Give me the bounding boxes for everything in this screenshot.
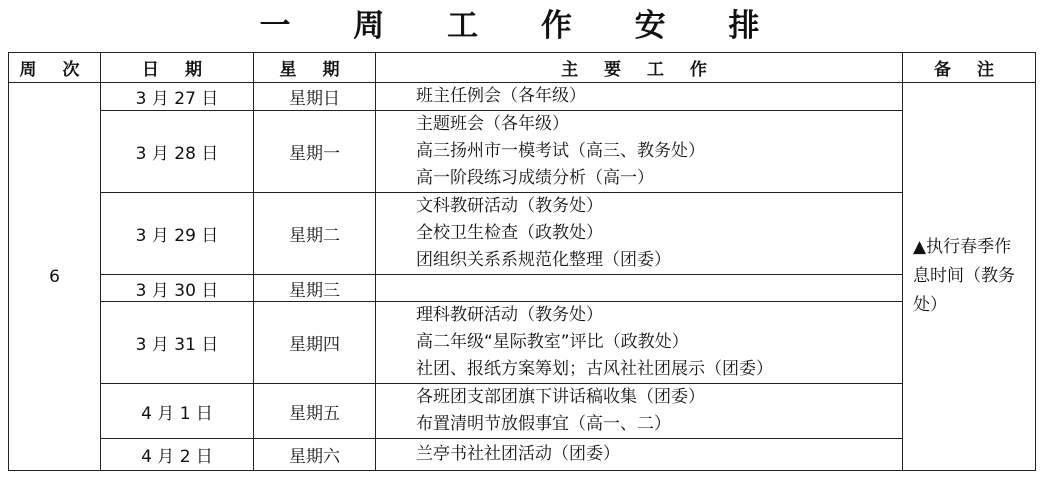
work-item: 班主任例会（各年级） bbox=[416, 86, 586, 106]
schedule-table bbox=[8, 52, 1036, 471]
weekday-cell: 星期六 bbox=[254, 439, 376, 471]
work-cell bbox=[376, 275, 903, 302]
header-work: 主 要 工 作 bbox=[376, 53, 903, 83]
work-item: 各班团支部团旗下讲话稿收集（团委） bbox=[416, 387, 705, 407]
weekday-cell: 星期二 bbox=[254, 193, 376, 275]
work-item: 团组织关系系规范化整理（团委） bbox=[416, 250, 671, 270]
work-item: 主题班会（各年级） bbox=[416, 114, 569, 134]
table-row bbox=[9, 193, 1036, 275]
date-cell: 3 月 28 日 bbox=[101, 111, 254, 193]
table-row bbox=[9, 275, 1036, 302]
weekday-cell: 星期日 bbox=[254, 83, 376, 111]
table-row bbox=[9, 384, 1036, 439]
work-item: 高一阶段练习成绩分析（高一） bbox=[416, 168, 654, 188]
table-row bbox=[9, 83, 1036, 111]
page-title: 一 周 工 作 安 排 bbox=[259, 8, 786, 44]
work-cell bbox=[376, 384, 903, 439]
date-cell: 4 月 1 日 bbox=[101, 384, 254, 439]
table-row bbox=[9, 302, 1036, 384]
work-item: 社团、报纸方案筹划；古风社社团展示（团委） bbox=[416, 359, 773, 379]
table-row bbox=[9, 439, 1036, 471]
table-row bbox=[9, 111, 1036, 193]
work-item: 布置清明节放假事宜（高一、二） bbox=[416, 414, 671, 434]
date-cell: 3 月 29 日 bbox=[101, 193, 254, 275]
work-cell bbox=[376, 193, 903, 275]
work-item: 理科教研活动（教务处） bbox=[416, 305, 603, 325]
header-row bbox=[9, 53, 1036, 83]
date-cell: 3 月 30 日 bbox=[101, 275, 254, 302]
weekday-cell: 星期五 bbox=[254, 384, 376, 439]
work-item: 全校卫生检查（政教处） bbox=[416, 223, 603, 243]
header-week: 周 次 bbox=[9, 53, 101, 83]
work-cell bbox=[376, 111, 903, 193]
date-cell: 4 月 2 日 bbox=[101, 439, 254, 471]
week-number: 6 bbox=[9, 83, 101, 471]
work-item: 文科教研活动（教务处） bbox=[416, 196, 603, 216]
work-cell bbox=[376, 302, 903, 384]
header-date: 日 期 bbox=[101, 53, 254, 83]
weekday-cell: 星期四 bbox=[254, 302, 376, 384]
work-cell bbox=[376, 83, 903, 111]
date-cell: 3 月 27 日 bbox=[101, 83, 254, 111]
work-item: 高二年级“星际教室”评比（政教处） bbox=[416, 332, 689, 352]
header-remark: 备 注 bbox=[903, 53, 1036, 83]
date-cell: 3 月 31 日 bbox=[101, 302, 254, 384]
work-item: 兰亭书社社团活动（团委） bbox=[416, 444, 620, 464]
header-weekday: 星 期 bbox=[254, 53, 376, 83]
weekday-cell: 星期一 bbox=[254, 111, 376, 193]
weekday-cell: 星期三 bbox=[254, 275, 376, 302]
remark-cell: ▲执行春季作息时间（教务处） bbox=[903, 83, 1036, 471]
work-item: 高三扬州市一模考试（高三、教务处） bbox=[416, 141, 705, 161]
work-cell bbox=[376, 439, 903, 471]
